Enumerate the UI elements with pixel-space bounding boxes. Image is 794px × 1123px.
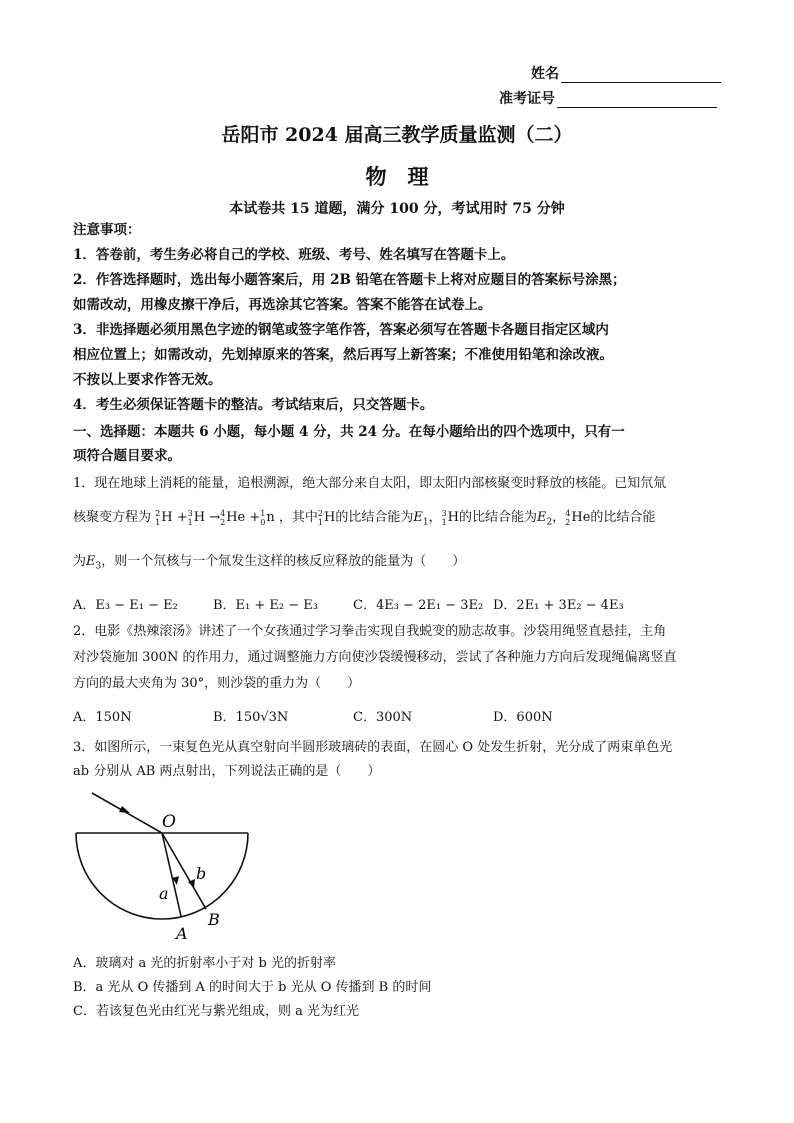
q1-option-b[interactable]: B．E₁ + E₂ − E₃ [213, 598, 318, 613]
name-field[interactable] [531, 63, 721, 83]
label-o: O [162, 812, 176, 832]
question-2 [73, 622, 733, 732]
q1-option-d[interactable]: D．2E₁ + 3E₂ − 4E₃ [493, 598, 624, 613]
question-3 [73, 738, 733, 782]
exam-number-underline[interactable] [557, 93, 717, 108]
q1-option-c[interactable]: C．4E₃ − 2E₁ − 3E₂ [353, 598, 484, 613]
refraction-diagram [70, 785, 260, 945]
q1-line3: 为$E_3$，则一个氘核与一个氚发生这样的核反应释放的能量为（ ） [73, 554, 466, 572]
q3-line2: ab 分别从 AB 两点射出，下列说法正确的是（ ） [73, 764, 381, 779]
incident-ray [92, 793, 162, 833]
q3-option-b[interactable]: B．a 光从 O 传播到 A 的时间大于 b 光从 O 传播到 B 的时间 [73, 980, 432, 995]
q3-option-a[interactable]: A．玻璃对 a 光的折射率小于对 b 光的折射率 [73, 956, 336, 971]
notice-item: 1．答卷前，考生务必将自己的学校、班级、考号、姓名填写在答题卡上。 [73, 247, 515, 263]
glass-arc [76, 833, 248, 919]
q3-option-c[interactable]: C．若该复色光由红光与紫光组成，则 a 光为红光 [73, 1004, 359, 1019]
ray-a [162, 833, 181, 916]
notice-item: 4．考生必须保证答题卡的整洁。考试结束后，只交答题卡。 [73, 397, 434, 413]
label-a: a [159, 884, 169, 903]
q1-options [73, 596, 733, 620]
q1-line2: 核聚变方程为 2 1 H + 3 1 H → 4 2 He + 1 0 n ，其中 2 1 H的比结合能为$E_1$， 3 1 H的比结合能为$E_2$， 4 2 He的比结合能 [73, 508, 656, 528]
exam-number-field[interactable] [499, 88, 717, 108]
exam-title: 岳阳市 2024 届高三教学质量监测（二） [221, 124, 573, 146]
label-b: b [196, 864, 207, 883]
fusion-equation: 2 1 H + 3 1 H → 4 2 He + 1 0 n [155, 508, 279, 527]
exam-number-label: 准考证号 [499, 91, 555, 107]
name-underline[interactable] [561, 68, 721, 83]
subject-title: 物 理 [365, 164, 429, 189]
exam-info: 本试卷共 15 道题，满分 100 分，考试用时 75 分钟 [229, 201, 565, 217]
q2-option-b[interactable]: B．150√3N [213, 710, 289, 725]
notice-list [73, 245, 723, 420]
question-1 [73, 474, 733, 620]
notice-item: 不按以上要求作答无效。 [73, 372, 222, 388]
q2-option-d[interactable]: D．600N [493, 710, 553, 725]
notice-item: 3．非选择题必须用黑色字迹的钢笔或签字笔作答，答案必须写在答题卡各题目指定区域内 [73, 322, 609, 338]
q2-options [73, 708, 733, 732]
label-A: A [176, 924, 188, 943]
q2-line3: 方向的最大夹角为 30°，则沙袋的重力为（ ） [73, 676, 361, 691]
q1-line1: 1．现在地球上消耗的能量，追根溯源，绝大部分来自太阳，即太阳内部核聚变时释放的核能。已知氘氚 [73, 476, 667, 491]
q3-line1: 3．如图所示，一束复色光从真空射向半圆形玻璃砖的表面，在圆心 O 处发生折射，光分成了两束单色光 [73, 740, 673, 755]
notice-heading: 注意事项： [73, 222, 141, 238]
q2-option-c[interactable]: C．300N [353, 710, 413, 725]
q3-options [73, 954, 733, 1022]
q2-line1: 2．电影《热辣滚汤》讲述了一个女孩通过学习拳击实现自我蜕变的励志故事。沙袋用绳竖直悬挂，主角 [73, 624, 667, 639]
section-line: 一、选择题：本题共 6 小题，每小题 4 分，共 24 分。在每小题给出的四个选项中，只有一 [73, 424, 625, 440]
q2-option-a[interactable]: A．150N [73, 710, 132, 725]
q2-line2: 对沙袋施加 300N 的作用力，通过调整施力方向使沙袋缓慢移动，尝试了各种施力方向后发现绳偏离竖直 [73, 650, 677, 665]
notice-item: 2．作答选择题时，选出每小题答案后，用 2B 铅笔在答题卡上将对应题目的答案标号涂黑； [73, 272, 626, 288]
section-line: 项符合题目要求。 [73, 448, 181, 464]
notice-item: 相应位置上；如需改动，先划掉原来的答案，然后再写上新答案；不准使用铅笔和涂改液。 [73, 347, 613, 363]
section-heading [73, 422, 723, 466]
q1-option-a[interactable]: A．E₃ − E₁ − E₂ [73, 598, 178, 613]
name-label: 姓名 [531, 66, 559, 82]
label-B: B [208, 910, 220, 929]
incident-arrow-icon [119, 806, 130, 813]
notice-item: 如需改动，用橡皮擦干净后，再选涂其它答案。答案不能答在试卷上。 [73, 297, 492, 313]
